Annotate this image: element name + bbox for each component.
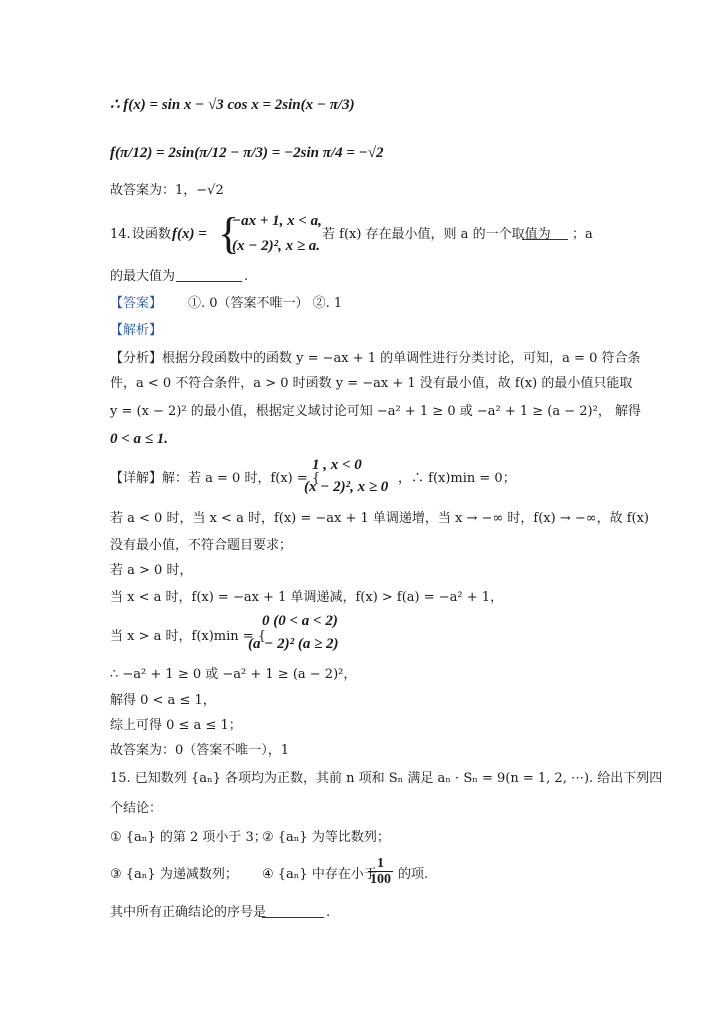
q14-line-2-end: . — [244, 269, 249, 284]
detail-line-6: ∴ −a² + 1 ≥ 0 或 −a² + 1 ≥ (a − 2)²， — [110, 667, 357, 682]
analysis-paragraph-1: 【分析】根据分段函数中的函数 y = −ax + 1 的单调性进行分类讨论，可知，a = 0 符合条 — [110, 351, 641, 366]
q15-conclusion-4-lead: ④ {aₙ} 中存在小于 — [262, 867, 377, 882]
formula-f-pi-12: f(π/12) = 2sin(π/12 − π/3) = −2sin π/4 = −√2 — [110, 145, 384, 161]
q15-conclusion-3: ③ {aₙ} 为递减数列； — [110, 867, 238, 882]
answer-text: ①. 0（答案不唯一） ②. 1 — [188, 296, 343, 311]
q14-number: 14. — [110, 227, 131, 242]
q14-lead: 设函数 — [132, 227, 172, 242]
q14-case-1: −ax + 1, x < a, — [232, 213, 322, 229]
detail-line-4: 当 x < a 时，f(x) = −ax + 1 单调递减，f(x) > f(a) = −a² + 1， — [110, 590, 504, 605]
analysis-paragraph-3: y = (x − 2)² 的最小值，根据定义域讨论可知 −a² + 1 ≥ 0 或 −a² + 1 ≥ (a − 2)²， 解得 — [110, 404, 641, 419]
q15-fraction — [368, 856, 393, 887]
detail-line-8: 综上可得 0 ≤ a ≤ 1； — [110, 718, 242, 733]
q15-fraction-denominator: 100 — [370, 872, 391, 887]
detail-line-5-case-1: 0 (0 < a < 2) — [262, 613, 338, 629]
detail-case-1: 1 , x < 0 — [312, 457, 362, 473]
detail-line-3: 若 a > 0 时， — [110, 563, 193, 578]
analysis-paragraph-2: 件，a < 0 不符合条件，a > 0 时函数 y = −ax + 1 没有最小值，故 f(x) 的最小值只能取 — [110, 376, 633, 391]
q15-conclusion-4-tail: 的项. — [398, 867, 429, 882]
detail-line-7: 解得 0 < a ≤ 1， — [110, 693, 216, 708]
detail-case-2: (x − 2)², x ≥ 0 — [304, 479, 389, 495]
answer-13: 故答案为：1，−√2 — [110, 183, 224, 198]
q15-line-4-end: . — [326, 905, 331, 920]
q15-fraction-numerator: 1 — [368, 856, 393, 872]
q14-line-2: 的最大值为 — [110, 269, 176, 284]
q15-conclusion-2: ② {aₙ} 为等比数列； — [262, 830, 390, 845]
detail-tail: ，∴ f(x)min = 0； — [398, 471, 516, 486]
q14-blank-1[interactable] — [522, 227, 568, 240]
analysis-paragraph-4: 0 < a ≤ 1. — [110, 431, 169, 447]
detail-line-5-lead: 当 x > a 时，f(x)min = { — [110, 629, 267, 644]
q15-line-2: 个结论： — [110, 801, 163, 816]
detail-line-9: 故答案为：0（答案不唯一），1 — [110, 743, 290, 758]
formula-f-expression: ∴ f(x) = sin x − √3 cos x = 2sin(x − π/3) — [110, 97, 355, 113]
q14-case-2: (x − 2)², x ≥ a. — [232, 238, 321, 254]
q14-text-end: ；a — [572, 227, 593, 242]
detail-lead: 【详解】解：若 a = 0 时，f(x) = { — [110, 471, 321, 486]
q15-conclusion-1: ① {aₙ} 的第 2 项小于 3； — [110, 830, 267, 845]
q14-blank-2[interactable] — [176, 269, 242, 282]
answer-tag: 【答案】 — [110, 296, 163, 311]
detail-line-2: 没有最小值，不符合题目要求； — [110, 538, 293, 553]
analysis-tag: 【解析】 — [110, 323, 163, 338]
q15-blank[interactable] — [262, 905, 324, 918]
detail-line-1: 若 a < 0 时，当 x < a 时，f(x) = −ax + 1 单调递增，当 x → −∞ 时，f(x) → −∞，故 f(x) — [110, 511, 649, 526]
detail-line-5-case-2: (a − 2)² (a ≥ 2) — [248, 636, 339, 652]
q15-line-4: 其中所有正确结论的序号是 — [110, 905, 267, 920]
q15-line-1: 15. 已知数列 {aₙ} 各项均为正数，其前 n 项和 Sₙ 满足 aₙ · Sₙ = 9(n = 1, 2, ⋯). 给出下列四 — [110, 771, 663, 786]
q14-function-name: f(x) = — [172, 226, 207, 242]
q14-condition-text: 若 f(x) 存在最小值，则 a 的一个取值为 — [322, 227, 551, 242]
q14-brace: { — [218, 209, 240, 258]
